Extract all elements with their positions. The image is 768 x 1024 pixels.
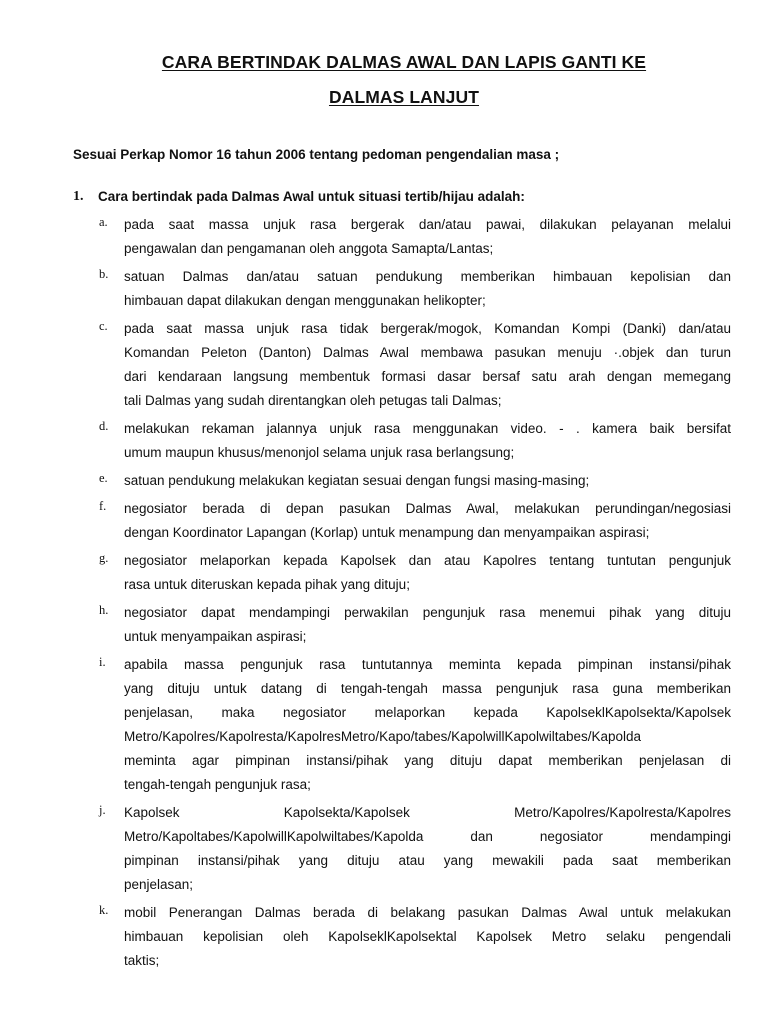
list-item-text-line: pada saat massa unjuk rasa bergerak dan/atau pawai, dilakukan pelayanan melalui	[124, 217, 731, 232]
list-item-text-line: rasa untuk diteruskan kepada pihak yang dituju;	[124, 577, 410, 592]
list-item-text-line: Metro/Kapolres/Kapolresta/KapolresMetro/Kapo/tabes/KapolwillKapolwiltabes/Kapolda	[124, 729, 642, 744]
list-item-text-line: negosiator dapat mendampingi perwakilan pengunjuk rasa menemui pihak yang dituju	[124, 605, 731, 620]
list-item-text-line: dengan Koordinator Lapangan (Korlap) untuk menampung dan menyampaikan aspirasi;	[124, 525, 650, 540]
list-item-text-line: melakukan rekaman jalannya unjuk rasa menggunakan video. - . kamera baik bersifat	[124, 421, 731, 436]
list-item-text-line: dari kendaraan langsung membentuk formasi dasar bersaf satu arah dengan memegang	[124, 369, 731, 384]
list-item-letter: b.	[99, 267, 109, 281]
list-item-text-line: himbauan dapat dilakukan dengan menggunakan helikopter;	[124, 293, 486, 308]
list-item-text-line: yang dituju untuk datang di tengah-tengah massa pengunjuk rasa guna memberikan	[124, 681, 731, 696]
list-item-letter: f.	[99, 499, 107, 513]
list-item-letter: j.	[99, 803, 106, 817]
list-item-text-line: Kapolsek Kapolsekta/Kapolsek Metro/Kapolres/Kapolresta/Kapolres	[124, 805, 731, 820]
document-title-line-1: CARA BERTINDAK DALMAS AWAL DAN LAPIS GANTI KE	[161, 52, 647, 72]
list-item-text-line: Metro/Kapoltabes/KapolwillKapolwiltabes/Kapolda dan negosiator mendampingi	[124, 829, 731, 844]
document-title-line-2: DALMAS LANJUT	[328, 87, 480, 107]
list-item-text-line: umum maupun khusus/menonjol selama unjuk rasa berlangsung;	[124, 445, 515, 460]
intro-paragraph: Sesuai Perkap Nomor 16 tahun 2006 tentang pedoman pengendalian masa ;	[73, 147, 560, 162]
list-item-letter: i.	[99, 655, 106, 669]
section-heading: Cara bertindak pada Dalmas Awal untuk situasi tertib/hijau adalah:	[98, 189, 525, 204]
list-item-letter: g.	[99, 551, 109, 565]
list-item-text-line: mobil Penerangan Dalmas berada di belakang pasukan Dalmas Awal untuk melakukan	[124, 905, 731, 920]
list-item-text-line: tengah-tengah pengunjuk rasa;	[124, 777, 311, 792]
list-item-text-line: penjelasan, maka negosiator melaporkan kepada KapolseklKapolsekta/Kapolsek	[124, 705, 731, 720]
list-item-text-line: pada saat massa unjuk rasa tidak bergerak/mogok, Komandan Kompi (Danki) dan/atau	[124, 321, 731, 336]
list-item-text-line: meminta agar pimpinan instansi/pihak yang dituju dapat memberikan penjelasan di	[124, 753, 731, 768]
list-item-text-line: satuan Dalmas dan/atau satuan pendukung memberikan himbauan kepolisian dan	[124, 269, 731, 284]
list-item-text-line: pengawalan dan pengamanan oleh anggota Samapta/Lantas;	[124, 241, 494, 256]
list-item-letter: k.	[99, 903, 109, 917]
list-item-text-line: untuk menyampaikan aspirasi;	[124, 629, 307, 644]
section-number: 1.	[73, 189, 84, 204]
list-item-text-line: pimpinan instansi/pihak yang dituju atau yang mewakili pada saat memberikan	[124, 853, 731, 868]
list-item-letter: c.	[99, 319, 108, 333]
list-item-text-line: satuan pendukung melakukan kegiatan sesuai dengan fungsi masing-masing;	[124, 473, 590, 488]
list-item-letter: a.	[99, 215, 108, 229]
list-item-letter: e.	[99, 471, 108, 485]
list-item-text-line: tali Dalmas yang sudah direntangkan oleh petugas tali Dalmas;	[124, 393, 502, 408]
list-item-text-line: negosiator melaporkan kepada Kapolsek dan atau Kapolres tentang tuntutan pengunjuk	[124, 553, 731, 568]
list-item-letter: h.	[99, 603, 109, 617]
list-item-text-line: apabila massa pengunjuk rasa tuntutannya meminta kepada pimpinan instansi/pihak	[124, 657, 731, 672]
list-item-text-line: himbauan kepolisian oleh KapolseklKapolsektal Kapolsek Metro selaku pengendali	[124, 929, 731, 944]
list-item-letter: d.	[99, 419, 109, 433]
list-item-text-line: negosiator berada di depan pasukan Dalmas Awal, melakukan perundingan/negosiasi	[124, 501, 731, 516]
list-item-text-line: penjelasan;	[124, 877, 194, 892]
list-item-text-line: taktis;	[124, 953, 160, 968]
list-item-text-line: Komandan Peleton (Danton) Dalmas Awal membawa pasukan menuju ·.objek dan turun	[124, 345, 731, 360]
